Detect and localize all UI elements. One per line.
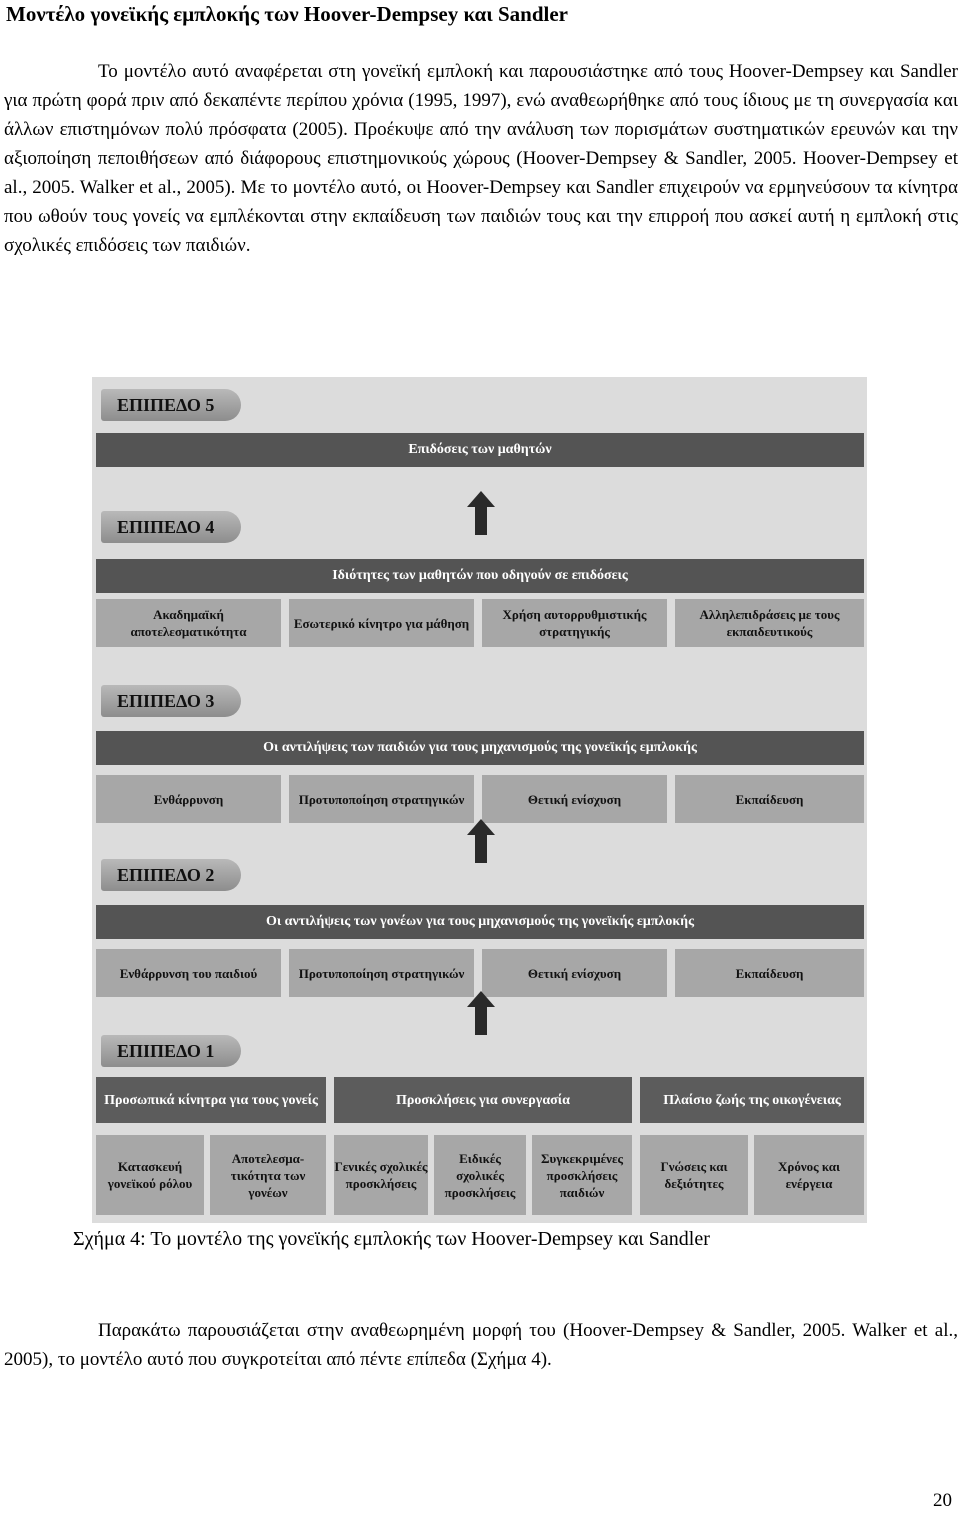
- level-1-label: ΕΠΙΠΕΔΟ 1: [101, 1035, 241, 1067]
- level-4-box: Αλληλεπιδράσεις με τους εκπαιδευτικούς: [675, 599, 864, 647]
- level-1-box: Γενικές σχολικές προσκλήσεις: [334, 1135, 428, 1215]
- page-title: Μοντέλο γονεϊκής εμπλοκής των Hoover-Dempsey και Sandler: [6, 2, 568, 26]
- up-arrow-icon: [467, 819, 495, 863]
- level-5-bar: Επιδόσεις των μαθητών: [96, 433, 864, 467]
- level-3-box: Εκπαίδευση: [675, 775, 864, 823]
- closing-paragraph: [4, 1316, 958, 1374]
- up-arrow-icon: [467, 491, 495, 535]
- level-2-bar: Οι αντιλήψεις των γονέων για τους μηχανισμούς της γονεϊκής εμπλοκής: [96, 905, 864, 939]
- level-3-bar: Οι αντιλήψεις των παιδιών για τους μηχανισμούς της γονεϊκής εμπλοκής: [96, 731, 864, 765]
- level-1-top-left: Προσωπικά κίνητρα για τους γονείς: [96, 1077, 326, 1123]
- level-1-box: Ειδικές σχολικές προσκλήσεις: [434, 1135, 526, 1215]
- level-2-box: Θετική ενίσχυση: [482, 949, 667, 997]
- level-1-top-middle: Προσκλήσεις για συνεργασία: [334, 1077, 632, 1123]
- level-1-box: Αποτελεσμα-τικότητα των γονέων: [210, 1135, 326, 1215]
- level-4-box: Ακαδημαϊκή αποτελεσματικότητα: [96, 599, 281, 647]
- level-3-label: ΕΠΙΠΕΔΟ 3: [101, 685, 241, 717]
- level-2-box: Προτυποποίηση στρατηγικών: [289, 949, 474, 997]
- level-4-box: Χρήση αυτορρυθμιστικής στρατηγικής: [482, 599, 667, 647]
- closing-paragraph-text: Παρακάτω παρουσιάζεται στην αναθεωρημένη μορφή του (Hoover-Dempsey & Sandler, 2005. Walker et al., 2005), το μοντέλο αυτό που συγκροτείται από πέντε επίπεδα (Σχήμα 4).: [4, 1320, 958, 1370]
- level-4-bar: Ιδιότητες των μαθητών που οδηγούν σε επιδόσεις: [96, 559, 864, 593]
- figure-caption: Σχήμα 4: Το μοντέλο της γονεϊκής εμπλοκής των Hoover-Dempsey και Sandler: [73, 1228, 710, 1250]
- level-1-box: Γνώσεις και δεξιότητες: [640, 1135, 748, 1215]
- level-3-box: Θετική ενίσχυση: [482, 775, 667, 823]
- level-1-box: Συγκεκριμένες προσκλήσεις παιδιών: [532, 1135, 632, 1215]
- level-3-box: Ενθάρρυνση: [96, 775, 281, 823]
- level-1-box: Κατασκευή γονεϊκού ρόλου: [96, 1135, 204, 1215]
- level-3-box: Προτυποποίηση στρατηγικών: [289, 775, 474, 823]
- level-2-label: ΕΠΙΠΕΔΟ 2: [101, 859, 241, 891]
- level-2-box: Ενθάρρυνση του παιδιού: [96, 949, 281, 997]
- intro-paragraph: [4, 57, 958, 260]
- level-1-top-right: Πλαίσιο ζωής της οικογένειας: [640, 1077, 864, 1123]
- page-number: 20: [933, 1490, 952, 1511]
- model-figure: [92, 377, 867, 1223]
- intro-paragraph-text: Το μοντέλο αυτό αναφέρεται στη γονεϊκή εμπλοκή και παρουσιάστηκε από τους Hoover-Dempsey και Sandler για πρώτη φορά πριν από δεκαπέντε περίπου χρόνια (1995, 1997), ενώ αναθεωρήθηκε από τους ίδιους με τη συνεργασία και άλλων επιστημόνων πολύ πρόσφατα (2005). Προέκυψε από την ανάλυση των πορισμάτων συστηματικών ερευνών και την αξιοποίηση πεποιθήσεων από διάφορους επιστημονικούς χώρους (Hoover-Dempsey & Sandler, 2005. Hoover-Dempsey et al., 2005. Walker et al., 2005). Με το μοντέλο αυτό, οι Hoover-Dempsey και Sandler επιχειρούν να ερμηνεύσουν τα κίνητρα που ωθούν τους γονείς να εμπλέκονται στην εκπαίδευση των παιδιών τους και την επιρροή που ασκεί αυτή η εμπλοκή στις σχολικές επιδόσεις των παιδιών.: [4, 61, 958, 256]
- level-2-box: Εκπαίδευση: [675, 949, 864, 997]
- level-5-label: ΕΠΙΠΕΔΟ 5: [101, 389, 241, 421]
- level-4-box: Εσωτερικό κίνητρο για μάθηση: [289, 599, 474, 647]
- up-arrow-icon: [467, 991, 495, 1035]
- level-1-box: Χρόνος και ενέργεια: [754, 1135, 864, 1215]
- level-4-label: ΕΠΙΠΕΔΟ 4: [101, 511, 241, 543]
